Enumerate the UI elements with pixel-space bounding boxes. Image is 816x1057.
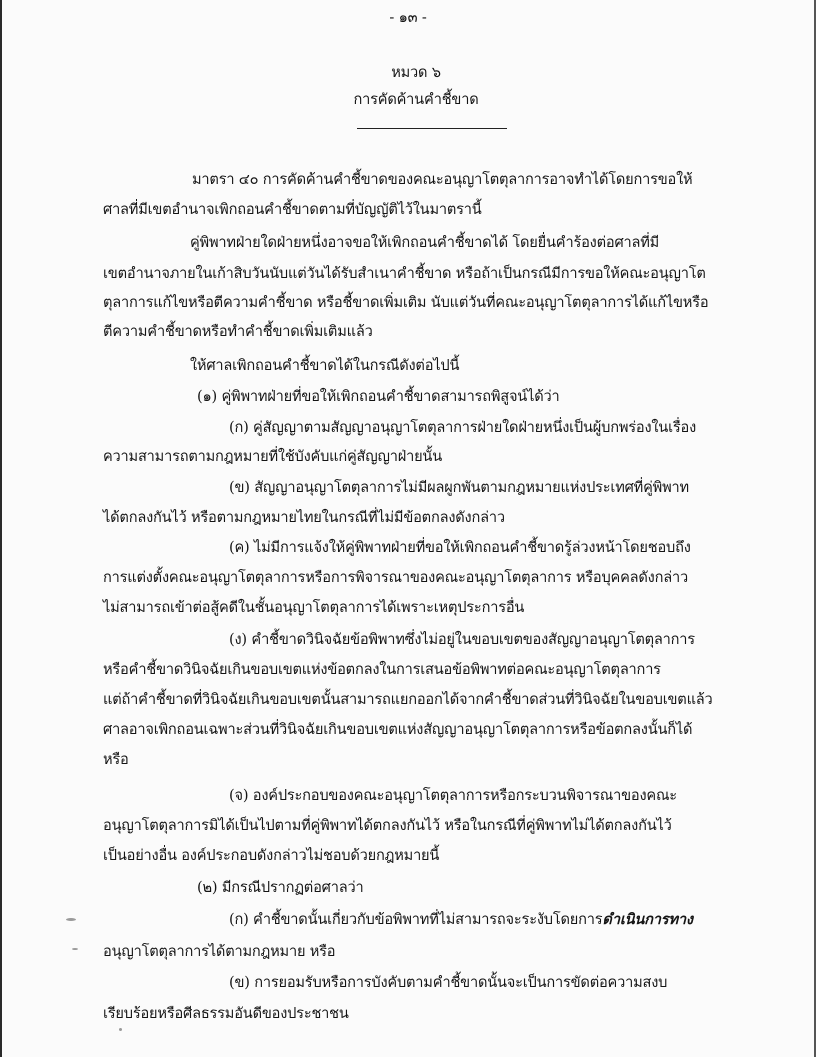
paragraph-line: อนุญาโตตุลาการมิได้เป็นไปตามที่คู่พิพาทได้ตกลงกันไว้ หรือในกรณีที่คู่พิพาทไม่ได้ตกลงกันไว้ <box>103 817 672 834</box>
line-text: (ก) คำชี้ขาดนั้นเกี่ยวกับข้อพิพาทที่ไม่สามารถจะระงับโดยการ <box>229 911 603 928</box>
paragraph-line: ไม่สามารถเข้าต่อสู้คดีในชั้นอนุญาโตตุลาการได้เพราะเหตุประการอื่น <box>103 599 525 616</box>
paragraph-line <box>229 910 693 930</box>
scan-noise <box>72 948 78 950</box>
paragraph-line: หรือคำชี้ขาดวินิจฉัยเกินขอบเขตแห่งข้อตกลงในการเสนอข้อพิพาทต่อคณะอนุญาโตตุลาการ <box>103 661 661 678</box>
scan-noise <box>66 918 76 921</box>
paragraph-line: ศาลที่มีเขตอำนาจเพิกถอนคำชี้ขาดตามที่บัญญัติไว้ในมาตรานี้ <box>103 201 482 218</box>
paragraph-line: (๒) มีกรณีปรากฏต่อศาลว่า <box>197 879 364 896</box>
paragraph-line: ศาลอาจเพิกถอนเฉพาะส่วนที่วินิจฉัยเกินขอบเขตแห่งสัญญาอนุญาโตตุลาการหรือข้อตกลงนั้นก็ได้ <box>103 721 693 738</box>
paragraph-line: แต่ถ้าคำชี้ขาดที่วินิจฉัยเกินขอบเขตนั้นสามารถแยกออกได้จากคำชี้ขาดส่วนที่วินิจฉัยในขอบเขตแล้ว <box>103 691 713 708</box>
title-underline <box>357 128 507 129</box>
chapter-heading: หมวด ๖ <box>391 64 441 81</box>
paragraph-line: (จ) องค์ประกอบของคณะอนุญาโตตุลาการหรือกระบวนพิจารณาของคณะ <box>229 787 677 804</box>
paragraph-line: (ข) การยอมรับหรือการบังคับตามคำชี้ขาดนั้นจะเป็นการขัดต่อความสงบ <box>229 974 668 991</box>
paragraph-line: เขตอำนาจภายในเก้าสิบวันนับแต่วันได้รับสำเนาคำชี้ขาด หรือถ้าเป็นกรณีมีการขอให้คณะอนุญาโต <box>103 265 706 282</box>
paragraph-line: เรียบร้อยหรือศีลธรรมอันดีของประชาชน <box>103 1005 349 1022</box>
paragraph-line: การแต่งตั้งคณะอนุญาโตตุลาการหรือการพิจารณาของคณะอนุญาโตตุลาการ หรือบุคคลดังกล่าว <box>103 569 688 586</box>
emphasized-text: ดำเนินการทาง <box>602 911 693 928</box>
scan-noise <box>119 1028 122 1031</box>
chapter-title: การคัดค้านคำชี้ขาด <box>353 91 479 108</box>
paragraph-line: ตุลาการแก้ไขหรือตีความคำชี้ขาด หรือชี้ขาดเพิ่มเติม นับแต่วันที่คณะอนุญาโตตุลาการได้แก้ไขหรือ <box>103 294 709 311</box>
paragraph-line: หรือ <box>103 751 129 768</box>
paragraph-line: (ก) คู่สัญญาตามสัญญาอนุญาโตตุลาการฝ่ายใดฝ่ายหนึ่งเป็นผู้บกพร่องในเรื่อง <box>229 419 696 436</box>
paragraph-line: อนุญาโตตุลาการได้ตามกฎหมาย หรือ <box>103 943 336 960</box>
paragraph-line: ตีความคำชี้ขาดหรือทำคำชี้ขาดเพิ่มเติมแล้ว <box>103 323 373 340</box>
paragraph-line: ให้ศาลเพิกถอนคำชี้ขาดได้ในกรณีดังต่อไปนี้ <box>190 357 460 374</box>
paragraph-line: เป็นอย่างอื่น องค์ประกอบดังกล่าวไม่ชอบด้วยกฎหมายนี้ <box>103 847 440 864</box>
paragraph-line: (๑) คู่พิพาทฝ่ายที่ขอให้เพิกถอนคำชี้ขาดสามารถพิสูจน์ได้ว่า <box>197 388 560 405</box>
scan-left-edge <box>0 0 2 1057</box>
paragraph-line: มาตรา ๔๐ การคัดค้านคำชี้ขาดของคณะอนุญาโตตุลาการอาจทำได้โดยการขอให้ <box>192 171 693 188</box>
paragraph-line: (ข) สัญญาอนุญาโตตุลาการไม่มีผลผูกพันตามกฎหมายแห่งประเทศที่คู่พิพาท <box>229 479 689 496</box>
paragraph-line: คู่พิพาทฝ่ายใดฝ่ายหนึ่งอาจขอให้เพิกถอนคำชี้ขาดได้ โดยยื่นคำร้องต่อศาลที่มี <box>190 234 660 251</box>
page-number: - ๑๓ - <box>389 9 427 26</box>
paragraph-line: ความสามารถตามกฎหมายที่ใช้บังคับแก่คู่สัญญาฝ่ายนั้น <box>103 448 442 465</box>
paragraph-line: ได้ตกลงกันไว้ หรือตามกฎหมายไทยในกรณีที่ไม่มีข้อตกลงดังกล่าว <box>103 509 505 526</box>
paragraph-line: (ค) ไม่มีการแจ้งให้คู่พิพาทฝ่ายที่ขอให้เพิกถอนคำชี้ขาดรู้ล่วงหน้าโดยชอบถึง <box>229 539 691 556</box>
paragraph-line: (ง) คำชี้ขาดวินิจฉัยข้อพิพาทซึ่งไม่อยู่ในขอบเขตของสัญญาอนุญาโตตุลาการ <box>229 631 695 648</box>
